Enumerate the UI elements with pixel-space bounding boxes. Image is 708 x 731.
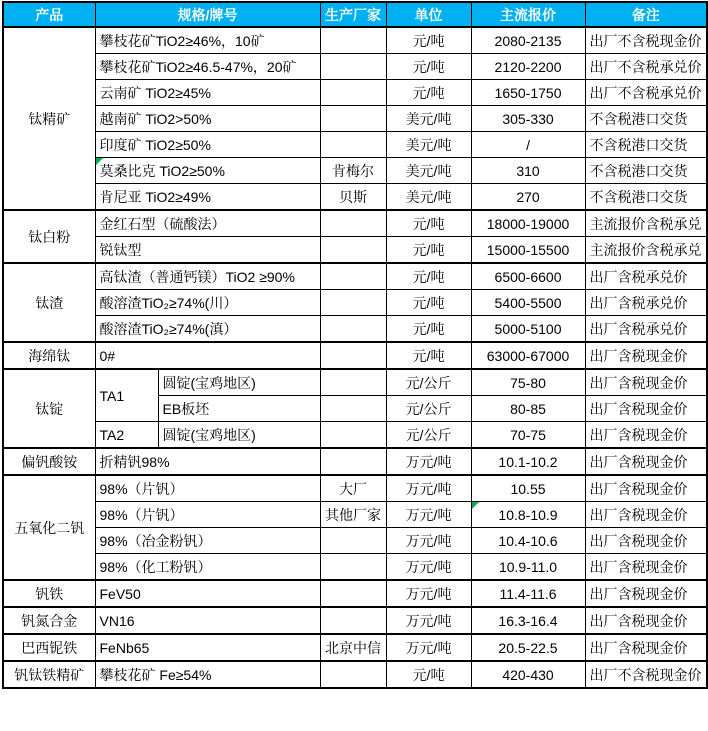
price-cell[interactable]: 5400-5500 (471, 290, 585, 316)
unit-cell[interactable]: 元/吨 (386, 316, 471, 343)
maker-cell[interactable] (320, 528, 386, 554)
price-cell[interactable]: 16.3-16.4 (471, 607, 585, 634)
spec-cell[interactable]: 越南矿 TiO2>50% (95, 106, 320, 132)
table-row (3, 502, 707, 528)
spec-cell[interactable]: 攀枝花矿TiO2≥46%，10矿 (95, 27, 320, 54)
unit-cell[interactable]: 美元/吨 (386, 132, 471, 158)
maker-cell[interactable] (320, 80, 386, 106)
unit-cell[interactable]: 元/吨 (386, 263, 471, 290)
maker-cell[interactable] (320, 237, 386, 264)
unit-cell[interactable]: 美元/吨 (386, 158, 471, 184)
green-triangle-icon (472, 502, 479, 509)
price-cell[interactable]: 18000-19000 (471, 210, 585, 237)
spec-cell[interactable]: 酸溶渣TiO₂≥74%(川） (95, 290, 320, 316)
table-row (3, 448, 707, 475)
note-cell[interactable]: 出厂含税现金价 (585, 448, 707, 475)
spec-cell[interactable]: EB板坯 (158, 396, 320, 422)
price-cell[interactable]: 75-80 (471, 369, 585, 396)
spec-cell[interactable]: 98%（片钒） (95, 475, 320, 502)
unit-cell[interactable]: 万元/吨 (386, 634, 471, 661)
table-row (3, 106, 707, 132)
unit-cell[interactable]: 万元/吨 (386, 554, 471, 581)
note-cell[interactable]: 出厂含税现金价 (585, 554, 707, 581)
spec-cell[interactable]: 圆锭(宝鸡地区) (158, 369, 320, 396)
maker-cell[interactable] (320, 448, 386, 475)
spec-cell[interactable]: 莫桑比克 TiO2≥50% (95, 158, 320, 184)
table-row (3, 263, 707, 290)
table-row (3, 290, 707, 316)
grade-cell[interactable]: TA1 (95, 369, 158, 422)
maker-cell[interactable] (320, 132, 386, 158)
spec-cell[interactable]: 锐钛型 (95, 237, 320, 264)
price-cell[interactable]: 70-75 (471, 422, 585, 449)
maker-cell[interactable] (320, 263, 386, 290)
table-row (3, 158, 707, 184)
col-header-price[interactable]: 主流报价 (471, 2, 585, 27)
spec-cell[interactable]: 酸溶渣TiO₂≥74%(滇） (95, 316, 320, 343)
col-header-product[interactable]: 产品 (3, 2, 95, 27)
price-cell[interactable]: 1650-1750 (471, 80, 585, 106)
table-row (3, 661, 707, 688)
grade-cell[interactable]: TA2 (95, 422, 158, 449)
note-cell[interactable]: 出厂含税承兑价 (585, 290, 707, 316)
price-cell[interactable]: 2120-2200 (471, 54, 585, 80)
price-cell[interactable]: 20.5-22.5 (471, 634, 585, 661)
maker-cell[interactable]: 大厂 (320, 475, 386, 502)
maker-cell[interactable]: 其他厂家 (320, 502, 386, 528)
note-cell[interactable]: 出厂含税现金价 (585, 475, 707, 502)
spec-cell[interactable]: 肯尼亚 TiO2≥49% (95, 184, 320, 211)
note-cell[interactable]: 出厂含税承兑价 (585, 316, 707, 343)
header-row (3, 2, 707, 27)
spec-cell[interactable]: 云南矿 TiO2≥45% (95, 80, 320, 106)
product-cell[interactable]: 偏钒酸铵 (3, 448, 95, 475)
price-cell[interactable]: 10.9-11.0 (471, 554, 585, 581)
price-cell[interactable]: 63000-67000 (471, 342, 585, 369)
note-cell[interactable]: 出厂含税现金价 (585, 528, 707, 554)
col-header-note[interactable]: 备注 (585, 2, 707, 27)
unit-cell[interactable]: 元/吨 (386, 27, 471, 54)
table-row (3, 528, 707, 554)
note-cell[interactable]: 不含税港口交货 (585, 106, 707, 132)
unit-cell[interactable]: 元/吨 (386, 661, 471, 688)
spec-cell[interactable]: 攀枝花矿 Fe≥54% (95, 661, 320, 688)
spec-cell[interactable]: FeNb65 (95, 634, 320, 661)
table-row (3, 342, 707, 369)
unit-cell[interactable]: 万元/吨 (386, 448, 471, 475)
product-cell[interactable]: 钛白粉 (3, 210, 95, 263)
spec-cell[interactable]: 98%（化工粉钒） (95, 554, 320, 581)
spec-cell[interactable]: 98%（片钒） (95, 502, 320, 528)
note-cell[interactable]: 不含税港口交货 (585, 132, 707, 158)
table-row (3, 27, 707, 54)
note-cell[interactable]: 出厂含税现金价 (585, 502, 707, 528)
price-cell[interactable]: 420-430 (471, 661, 585, 688)
spec-cell[interactable]: 0# (95, 342, 320, 369)
unit-cell[interactable]: 万元/吨 (386, 580, 471, 607)
product-cell[interactable]: 钒铁 (3, 580, 95, 607)
price-cell[interactable]: 11.4-11.6 (471, 580, 585, 607)
price-cell[interactable]: 10.55 (471, 475, 585, 502)
unit-cell[interactable]: 元/吨 (386, 290, 471, 316)
price-cell[interactable]: 10.4-10.6 (471, 528, 585, 554)
table-row (3, 369, 707, 396)
maker-cell[interactable] (320, 54, 386, 80)
maker-cell[interactable] (320, 106, 386, 132)
table-row (3, 475, 707, 502)
spec-cell[interactable]: 折精钒98% (95, 448, 320, 475)
maker-cell[interactable] (320, 422, 386, 449)
table-row (3, 580, 707, 607)
product-cell[interactable]: 钒钛铁精矿 (3, 661, 95, 688)
note-cell[interactable]: 出厂不含税现金价 (585, 661, 707, 688)
maker-cell[interactable]: 肯梅尔 (320, 158, 386, 184)
spec-cell[interactable]: VN16 (95, 607, 320, 634)
note-cell[interactable]: 出厂含税现金价 (585, 634, 707, 661)
product-cell[interactable]: 钛锭 (3, 369, 95, 448)
maker-cell[interactable] (320, 580, 386, 607)
price-cell[interactable]: 80-85 (471, 396, 585, 422)
unit-cell[interactable]: 元/公斤 (386, 369, 471, 396)
note-cell[interactable]: 出厂含税现金价 (585, 580, 707, 607)
unit-cell[interactable]: 元/吨 (386, 342, 471, 369)
unit-cell[interactable]: 万元/吨 (386, 607, 471, 634)
unit-cell[interactable]: 万元/吨 (386, 528, 471, 554)
table-row (3, 422, 707, 449)
spec-cell[interactable]: 攀枝花矿TiO2≥46.5-47%，20矿 (95, 54, 320, 80)
spec-cell[interactable]: 98%（冶金粉钒） (95, 528, 320, 554)
note-cell[interactable]: 主流报价含税承兑 (585, 237, 707, 264)
maker-cell[interactable] (320, 342, 386, 369)
col-header-maker[interactable]: 生产厂家 (320, 2, 386, 27)
note-cell[interactable]: 出厂不含税现金价 (585, 27, 707, 54)
unit-cell[interactable]: 元/吨 (386, 54, 471, 80)
note-cell[interactable]: 主流报价含税承兑 (585, 210, 707, 237)
product-cell[interactable]: 钛渣 (3, 263, 95, 342)
unit-cell[interactable]: 元/吨 (386, 237, 471, 264)
price-cell[interactable]: / (471, 132, 585, 158)
col-header-spec[interactable]: 规格/牌号 (95, 2, 320, 27)
maker-cell[interactable] (320, 290, 386, 316)
maker-cell[interactable] (320, 607, 386, 634)
product-cell[interactable]: 海绵钛 (3, 342, 95, 369)
table-row (3, 54, 707, 80)
spec-cell[interactable]: 高钛渣（普通钙镁）TiO2 ≥90% (95, 263, 320, 290)
product-cell[interactable]: 巴西铌铁 (3, 634, 95, 661)
note-cell[interactable]: 出厂不含税承兑价 (585, 54, 707, 80)
note-cell[interactable]: 不含税港口交货 (585, 158, 707, 184)
spec-cell[interactable]: 印度矿 TiO2≥50% (95, 132, 320, 158)
product-cell[interactable]: 钒氮合金 (3, 607, 95, 634)
col-header-unit[interactable]: 单位 (386, 2, 471, 27)
maker-cell[interactable]: 北京中信 (320, 634, 386, 661)
price-cell[interactable]: 270 (471, 184, 585, 211)
maker-cell[interactable] (320, 316, 386, 343)
green-triangle-icon (96, 158, 103, 165)
table-row (3, 554, 707, 581)
maker-cell[interactable]: 贝斯 (320, 184, 386, 211)
price-cell[interactable]: 305-330 (471, 106, 585, 132)
spec-cell[interactable]: 金红石型（硫酸法） (95, 210, 320, 237)
unit-cell[interactable]: 美元/吨 (386, 106, 471, 132)
maker-cell[interactable] (320, 661, 386, 688)
note-cell[interactable]: 不含税港口交货 (585, 184, 707, 211)
maker-cell[interactable] (320, 554, 386, 581)
note-cell[interactable]: 出厂含税承兑价 (585, 263, 707, 290)
table-row (3, 132, 707, 158)
price-cell[interactable]: 2080-2135 (471, 27, 585, 54)
product-cell[interactable]: 钛精矿 (3, 27, 95, 210)
spec-cell[interactable]: 圆锭(宝鸡地区) (158, 422, 320, 449)
unit-cell[interactable]: 元/吨 (386, 210, 471, 237)
price-cell[interactable]: 310 (471, 158, 585, 184)
price-cell[interactable]: 15000-15500 (471, 237, 585, 264)
note-cell[interactable]: 出厂含税现金价 (585, 396, 707, 422)
note-cell[interactable]: 出厂含税现金价 (585, 422, 707, 449)
note-cell[interactable]: 出厂含税现金价 (585, 369, 707, 396)
note-cell[interactable]: 出厂含税现金价 (585, 342, 707, 369)
price-cell[interactable]: 6500-6600 (471, 263, 585, 290)
unit-cell[interactable]: 万元/吨 (386, 502, 471, 528)
table-row (3, 634, 707, 661)
unit-cell[interactable]: 万元/吨 (386, 475, 471, 502)
unit-cell[interactable]: 元/吨 (386, 80, 471, 106)
price-table (2, 1, 708, 689)
table-row (3, 184, 707, 211)
price-cell[interactable]: 5000-5100 (471, 316, 585, 343)
table-row (3, 237, 707, 264)
unit-cell[interactable]: 美元/吨 (386, 184, 471, 211)
maker-cell[interactable] (320, 396, 386, 422)
table-row (3, 316, 707, 343)
price-cell[interactable]: 10.8-10.9 (471, 502, 585, 528)
unit-cell[interactable]: 元/公斤 (386, 422, 471, 449)
table-row (3, 210, 707, 237)
note-cell[interactable]: 出厂不含税承兑价 (585, 80, 707, 106)
maker-cell[interactable] (320, 210, 386, 237)
spec-cell[interactable]: FeV50 (95, 580, 320, 607)
maker-cell[interactable] (320, 369, 386, 396)
table-row (3, 80, 707, 106)
product-cell[interactable]: 五氧化二钒 (3, 475, 95, 580)
table-row (3, 607, 707, 634)
spreadsheet-area (2, 1, 708, 689)
unit-cell[interactable]: 元/公斤 (386, 396, 471, 422)
price-cell[interactable]: 10.1-10.2 (471, 448, 585, 475)
maker-cell[interactable] (320, 27, 386, 54)
note-cell[interactable]: 出厂含税现金价 (585, 607, 707, 634)
